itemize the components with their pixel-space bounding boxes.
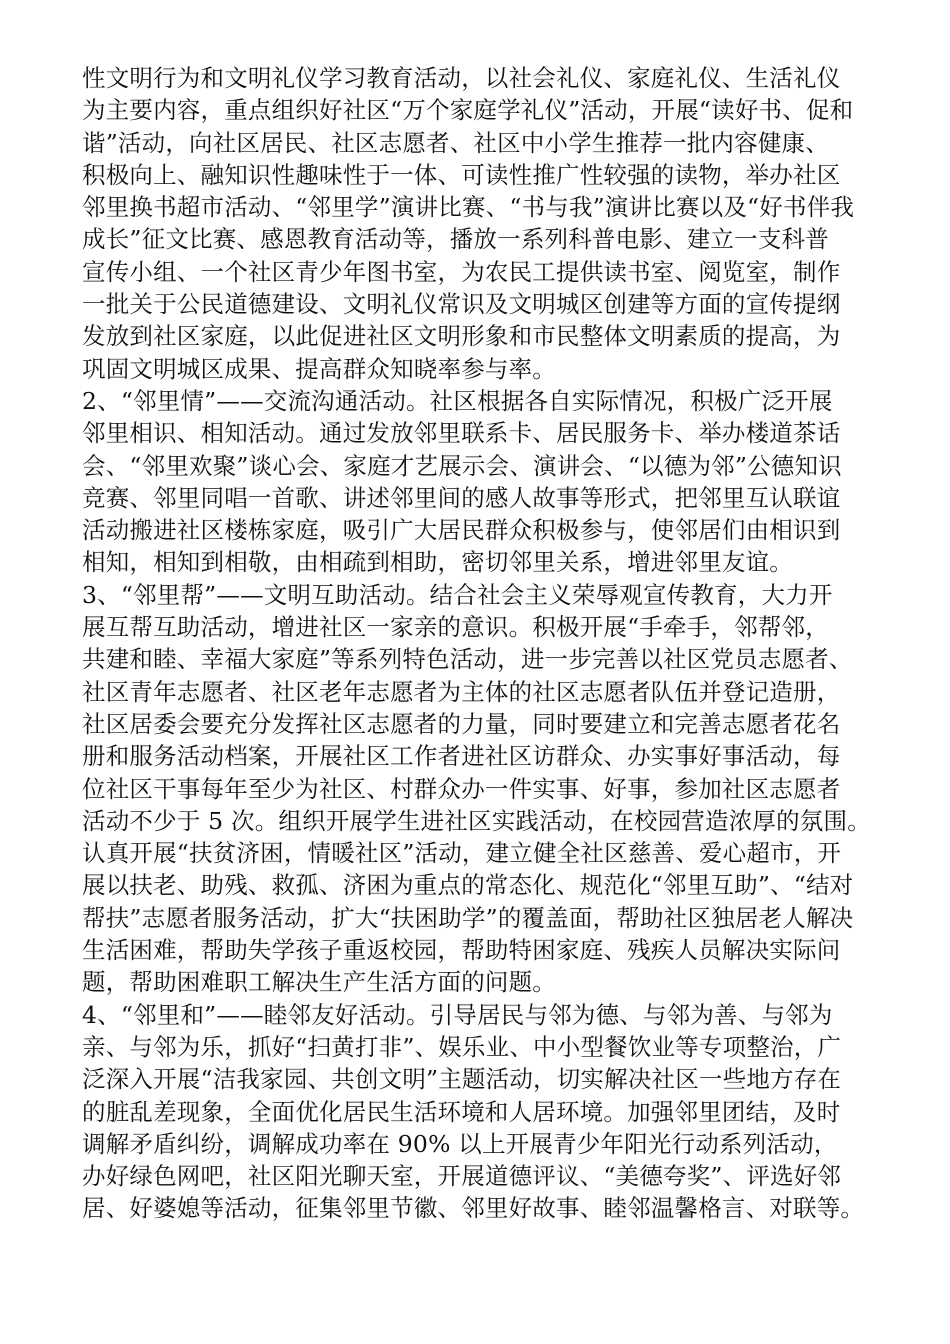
text-line: 性文明行为和文明礼仪学习教育活动，以社会礼仪、家庭礼仪、生活礼仪 (82, 64, 841, 92)
text-line: 宣传小组、一个社区青少年图书室，为农民工提供读书室、阅览室，制作 (82, 257, 841, 286)
text-line: 泛深入开展“洁我家园、共创文明”主题活动，切实解决社区一些地方存在 (82, 1065, 842, 1094)
section-3-heading-line: 3、“邻里帮”——文明互助活动。结合社会主义荣辱观宣传教育，大力开 (82, 580, 833, 609)
text-line: 为主要内容，重点组织好社区“万个家庭学礼仪”活动，开展“读好书、促和 (82, 96, 854, 125)
text-line: 亲、与邻为乐，抓好“扫黄打非”、娱乐业、中小型餐饮业等专项整治，广 (82, 1032, 842, 1061)
section-4-heading-line: 4、“邻里和”——睦邻友好活动。引导居民与邻为德、与邻为善、与邻为 (82, 1000, 833, 1029)
text-line: 社区居委会要充分发挥社区志愿者的力量，同时要建立和完善志愿者花名 (82, 709, 841, 738)
text-line: 相知，相知到相敬，由相疏到相助，密切邻里关系，增进邻里友谊。 (82, 548, 793, 577)
text-line: 展以扶老、助残、救孤、济困为重点的常态化、规范化“邻里互助”、“结对 (82, 871, 854, 900)
text-line: 帮扶”志愿者服务活动，扩大“扶困助学”的覆盖面，帮助社区独居老人解决 (82, 903, 854, 932)
text-line: 册和服务活动档案，开展社区工作者进社区访群众、办实事好事活动，每 (82, 742, 841, 771)
text-line: 成长”征文比赛、感恩教育活动等，播放一系列科普电影、建立一支科普 (82, 225, 829, 254)
text-line: 生活困难，帮助失学孩子重返校园，帮助特困家庭、残疾人员解决实际问 (82, 936, 841, 965)
text-line: 共建和睦、幸福大家庭”等系列特色活动，进一步完善以社区党员志愿者、 (82, 645, 853, 674)
section-2-heading-line: 2、“邻里情”——交流沟通活动。社区根据各自实际情况，积极广泛开展 (82, 386, 833, 415)
text-line: 会、“邻里欢聚”谈心会、家庭才艺展示会、演讲会、“以德为邻”公德知识 (82, 451, 842, 480)
text-line: 调解矛盾纠纷，调解成功率在 90% 以上开展青少年阳光行动系列活动， (82, 1129, 838, 1158)
text-line: 办好绿色网吧，社区阳光聊天室，开展道德评议、“美德夸奖”、评选好邻 (82, 1162, 842, 1191)
text-line: 居、好婆媳等活动，征集邻里节徽、邻里好故事、睦邻温馨格言、对联等。 (82, 1194, 865, 1223)
text-line: 的脏乱差现象，全面优化居民生活环境和人居环境。加强邻里团结，及时 (82, 1097, 841, 1126)
text-line: 邻里换书超市活动、“邻里学”演讲比赛、“书与我”演讲比赛以及“好书伴我 (82, 193, 855, 222)
text-line: 活动搬进社区楼栋家庭，吸引广大居民群众积极参与，使邻居们由相识到 (82, 516, 841, 545)
text-line: 展互帮互助活动，增进社区一家亲的意识。积极开展“手牵手，邻帮邻， (82, 613, 829, 642)
text-line: 认真开展“扶贫济困，情暖社区”活动，建立健全社区慈善、爱心超市，开 (82, 839, 842, 868)
text-line: 题，帮助困难职工解决生产生活方面的问题。 (82, 968, 556, 997)
text-line: 巩固文明城区成果、提高群众知晓率参与率。 (82, 354, 556, 383)
text-line: 竞赛、邻里同唱一首歌、讲述邻里间的感人故事等形式，把邻里互认联谊 (82, 483, 841, 512)
text-line: 发放到社区家庭，以此促进社区文明形象和市民整体文明素质的提高，为 (82, 322, 841, 351)
document-body (82, 62, 892, 1225)
text-line: 积极向上、融知识性趣味性于一体、可读性推广性较强的读物，举办社区 (82, 160, 841, 189)
text-line: 位社区干事每年至少为社区、村群众办一件实事、好事，参加社区志愿者 (82, 774, 841, 803)
text-line: 活动不少于 5 次。组织开展学生进社区实践活动，在校园营造浓厚的氛围。 (82, 806, 871, 835)
text-line: 谐”活动，向社区居民、社区志愿者、社区中小学生推荐一批内容健康、 (82, 128, 829, 157)
text-line: 一批关于公民道德建设、文明礼仪常识及文明城区创建等方面的宣传提纲 (82, 290, 841, 319)
text-line: 社区青年志愿者、社区老年志愿者为主体的社区志愿者队伍并登记造册， (82, 677, 841, 706)
text-line: 邻里相识、相知活动。通过发放邻里联系卡、居民服务卡、举办楼道茶话 (82, 419, 841, 448)
